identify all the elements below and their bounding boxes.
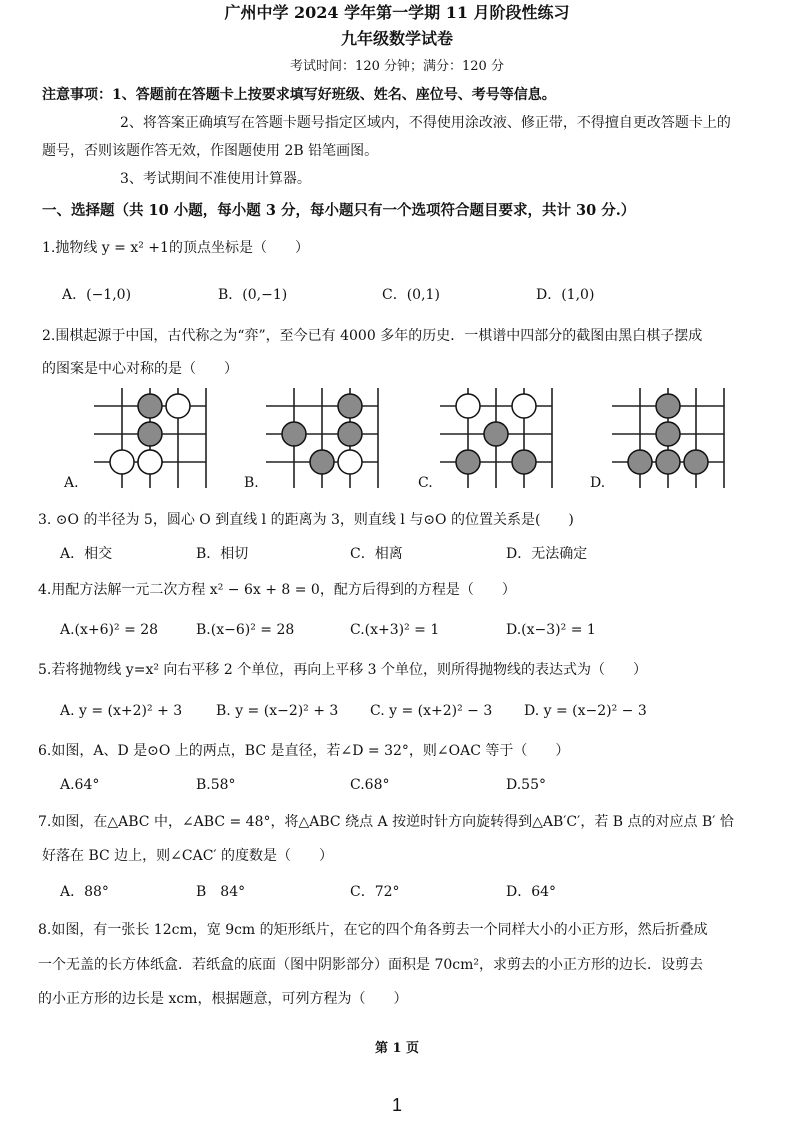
q5-stem: 5.若将抛物线 y=x² 向右平移 2 个单位，再向上平移 3 个单位，则所得抛物线的表达式为（ ） xyxy=(38,662,648,678)
notes-line-3: 题号，否则该题作答无效，作图题使用 2B 铅笔画图。 xyxy=(42,143,379,159)
black-stone xyxy=(656,450,680,474)
q3-option-d[interactable]: D．无法确定 xyxy=(506,546,588,562)
white-stone xyxy=(512,394,536,418)
q4-option-d[interactable]: D.(x−3)² = 1 xyxy=(506,622,596,638)
q3-option-a[interactable]: A．相交 xyxy=(60,546,113,562)
black-stone xyxy=(138,422,162,446)
q6-option-d[interactable]: D.55° xyxy=(506,777,546,793)
black-stone xyxy=(310,450,334,474)
black-stone xyxy=(656,394,680,418)
exam-info: 考试时间：120 分钟；满分：120 分 xyxy=(290,59,504,74)
q4-option-c[interactable]: C.(x+3)² = 1 xyxy=(350,622,440,638)
white-stone xyxy=(456,394,480,418)
q8-stem-2: 一个无盖的长方体纸盒．若纸盒的底面（图中阴影部分）面积是 70cm²，求剪去的小正方形的边长．设剪去 xyxy=(38,957,703,973)
q7-stem-1: 7.如图，在△ABC 中，∠ABC = 48°，将△ABC 绕点 A 按逆时针方向旋转得到△AB′C′，若 B 点的对应点 B′ 恰 xyxy=(38,814,734,830)
q7-option-b[interactable]: B 84° xyxy=(196,884,246,900)
q5-option-d[interactable]: D. y = (x−2)² − 3 xyxy=(524,703,647,719)
page-footer-label: 第 1 页 xyxy=(374,1041,420,1056)
q2-option-a-label[interactable]: A. xyxy=(64,475,79,491)
notes-line-4: 3、考试期间不准使用计算器。 xyxy=(120,171,311,187)
black-stone xyxy=(282,422,306,446)
black-stone xyxy=(512,450,536,474)
q7-option-d[interactable]: D．64° xyxy=(506,884,557,900)
q4-stem: 4.用配方法解一元二次方程 x² − 6x + 8 = 0，配方后得到的方程是（ ） xyxy=(38,582,516,598)
q5-option-c[interactable]: C. y = (x+2)² − 3 xyxy=(370,703,493,719)
q2-option-b-label[interactable]: B. xyxy=(244,475,259,491)
white-stone xyxy=(138,450,162,474)
q5-option-a[interactable]: A. y = (x+2)² + 3 xyxy=(60,703,183,719)
page-number: 1 xyxy=(391,1095,402,1115)
q1-option-c[interactable]: C．(0,1) xyxy=(382,287,440,303)
black-stone xyxy=(656,422,680,446)
section-heading: 一、选择题（共 10 小题，每小题 3 分，每小题只有一个选项符合题目要求，共计 30 分.） xyxy=(42,202,636,219)
q5-option-b[interactable]: B. y = (x−2)² + 3 xyxy=(216,703,339,719)
go-board-c xyxy=(436,388,556,488)
q3-stem: 3. ⊙O 的半径为 5，圆心 O 到直线 l 的距离为 3，则直线 l 与⊙O 的位置关系是( ) xyxy=(38,512,574,528)
notes-line-1: 注意事项：1、答题前在答题卡上按要求填写好班级、姓名、座位号、考号等信息。 xyxy=(42,87,556,103)
q1-stem: 1.抛物线 y = x² +1的顶点坐标是（ ） xyxy=(42,240,309,256)
q2-stem-1: 2.围棋起源于中国，古代称之为“弈”，至今已有 4000 多年的历史．一棋谱中四部分的截图由黑白棋子摆成 xyxy=(42,328,703,344)
q6-option-c[interactable]: C.68° xyxy=(350,777,390,793)
go-board-d xyxy=(608,388,728,488)
q8-stem-3: 的小正方形的边长是 xcm，根据题意，可列方程为（ ） xyxy=(38,991,408,1007)
exam-subtitle: 九年级数学试卷 xyxy=(340,29,453,48)
q7-stem-2: 好落在 BC 边上，则∠CAC′ 的度数是（ ） xyxy=(42,848,334,864)
q2-stem-2: 的图案是中心对称的是（ ） xyxy=(42,361,238,377)
black-stone xyxy=(338,422,362,446)
black-stone xyxy=(338,394,362,418)
q2-option-d-label[interactable]: D. xyxy=(590,475,606,491)
go-board-b xyxy=(262,388,382,488)
q1-option-a[interactable]: A．(−1,0) xyxy=(62,287,132,303)
q4-option-b[interactable]: B.(x−6)² = 28 xyxy=(196,622,295,638)
go-board-a xyxy=(90,388,210,488)
q6-option-b[interactable]: B.58° xyxy=(196,777,236,793)
black-stone xyxy=(138,394,162,418)
black-stone xyxy=(456,450,480,474)
black-stone xyxy=(484,422,508,446)
white-stone xyxy=(110,450,134,474)
q3-option-b[interactable]: B．相切 xyxy=(196,546,249,562)
black-stone xyxy=(684,450,708,474)
q1-option-d[interactable]: D．(1,0) xyxy=(536,287,595,303)
white-stone xyxy=(338,450,362,474)
q1-option-b[interactable]: B．(0,−1) xyxy=(218,287,288,303)
notes-line-2: 2、将答案正确填写在答题卡题号指定区域内，不得使用涂改液、修正带，不得擅自更改答题卡上的 xyxy=(120,115,731,131)
white-stone xyxy=(166,394,190,418)
q8-stem-1: 8.如图，有一张长 12cm，宽 9cm 的矩形纸片，在它的四个角各剪去一个同样大小的小正方形，然后折叠成 xyxy=(38,922,708,938)
q6-option-a[interactable]: A.64° xyxy=(60,777,100,793)
q3-option-c[interactable]: C．相离 xyxy=(350,546,403,562)
black-stone xyxy=(628,450,652,474)
q7-option-a[interactable]: A．88° xyxy=(60,884,109,900)
q6-stem: 6.如图，A、D 是⊙O 上的两点，BC 是直径，若∠D = 32°，则∠OAC 等于（ ） xyxy=(38,743,570,759)
q2-option-c-label[interactable]: C. xyxy=(418,475,433,491)
exam-title: 广州中学 2024 学年第一学期 11 月阶段性练习 xyxy=(224,3,570,22)
q7-option-c[interactable]: C．72° xyxy=(350,884,400,900)
q4-option-a[interactable]: A.(x+6)² = 28 xyxy=(60,622,159,638)
